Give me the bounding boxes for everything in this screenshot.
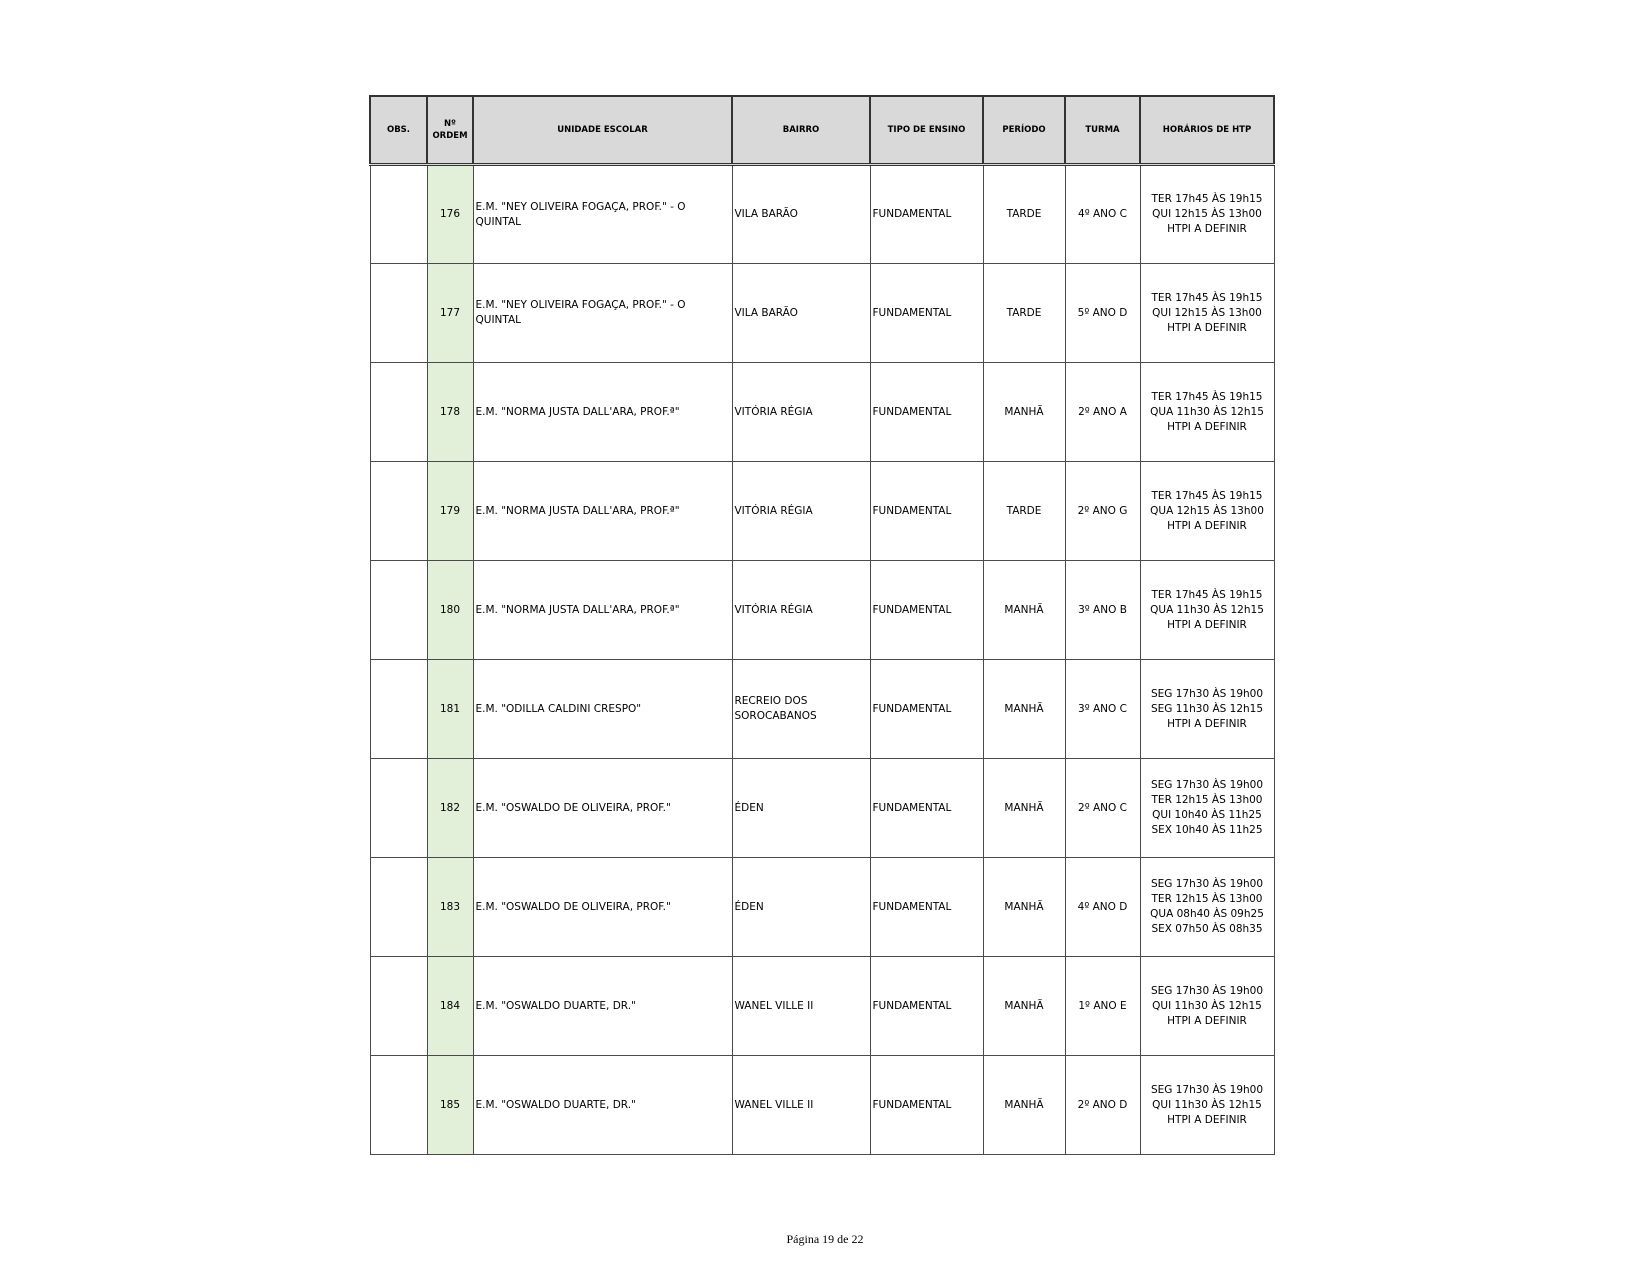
cell-bairro: VITÓRIA RÉGIA	[732, 561, 870, 660]
table-row	[370, 561, 1274, 660]
cell-tipo-de-ensino: FUNDAMENTAL	[870, 363, 983, 462]
cell-unidade-escolar: E.M. "NEY OLIVEIRA FOGAÇA, PROF." - O QUINTAL	[473, 165, 732, 264]
cell-bairro: VITÓRIA RÉGIA	[732, 363, 870, 462]
cell-ordem: 176	[427, 165, 473, 264]
cell-bairro: VILA BARÃO	[732, 165, 870, 264]
cell-tipo-de-ensino: FUNDAMENTAL	[870, 1056, 983, 1155]
header-unidade-escolar: UNIDADE ESCOLAR	[473, 96, 732, 165]
header-tipo-de-ensino: TIPO DE ENSINO	[870, 96, 983, 165]
cell-bairro: VITÓRIA RÉGIA	[732, 462, 870, 561]
page-number-footer: Página 19 de 22	[786, 1232, 864, 1246]
cell-unidade-escolar: E.M. "OSWALDO DE OLIVEIRA, PROF."	[473, 759, 732, 858]
header-turma: TURMA	[1065, 96, 1140, 165]
cell-ordem: 184	[427, 957, 473, 1056]
cell-unidade-escolar: E.M. "OSWALDO DE OLIVEIRA, PROF."	[473, 858, 732, 957]
cell-horarios-htp: TER 17h45 ÀS 19h15 QUI 12h15 ÀS 13h00 HTPI A DEFINIR	[1140, 165, 1274, 264]
cell-bairro: RECREIO DOS SOROCABANOS	[732, 660, 870, 759]
cell-ordem: 177	[427, 264, 473, 363]
table-row	[370, 957, 1274, 1056]
header-periodo: PERÍODO	[983, 96, 1065, 165]
cell-periodo: TARDE	[983, 264, 1065, 363]
cell-turma: 4º ANO C	[1065, 165, 1140, 264]
table-row	[370, 264, 1274, 363]
cell-periodo: MANHÃ	[983, 363, 1065, 462]
cell-periodo: MANHÃ	[983, 858, 1065, 957]
cell-unidade-escolar: E.M. "OSWALDO DUARTE, DR."	[473, 1056, 732, 1155]
cell-obs	[370, 165, 427, 264]
header-bairro: BAIRRO	[732, 96, 870, 165]
cell-turma: 3º ANO C	[1065, 660, 1140, 759]
cell-ordem: 179	[427, 462, 473, 561]
cell-horarios-htp: SEG 17h30 ÀS 19h00 SEG 11h30 ÀS 12h15 HTPI A DEFINIR	[1140, 660, 1274, 759]
cell-tipo-de-ensino: FUNDAMENTAL	[870, 264, 983, 363]
cell-ordem: 178	[427, 363, 473, 462]
cell-obs	[370, 660, 427, 759]
cell-periodo: MANHÃ	[983, 957, 1065, 1056]
table-row	[370, 660, 1274, 759]
header-ordem-line1: Nº	[444, 119, 456, 129]
cell-periodo: MANHÃ	[983, 759, 1065, 858]
cell-obs	[370, 957, 427, 1056]
cell-horarios-htp: SEG 17h30 ÀS 19h00 TER 12h15 ÀS 13h00 QUI 10h40 ÀS 11h25 SEX 10h40 ÀS 11h25	[1140, 759, 1274, 858]
cell-obs	[370, 264, 427, 363]
cell-unidade-escolar: E.M. "NORMA JUSTA DALL'ARA, PROF.ª"	[473, 561, 732, 660]
cell-turma: 2º ANO G	[1065, 462, 1140, 561]
cell-unidade-escolar: E.M. "NORMA JUSTA DALL'ARA, PROF.ª"	[473, 363, 732, 462]
cell-periodo: TARDE	[983, 462, 1065, 561]
cell-ordem: 183	[427, 858, 473, 957]
cell-turma: 5º ANO D	[1065, 264, 1140, 363]
cell-periodo: TARDE	[983, 165, 1065, 264]
cell-periodo: MANHÃ	[983, 1056, 1065, 1155]
htp-schedule-table	[369, 95, 1275, 1155]
header-horarios-htp: HORÁRIOS DE HTP	[1140, 96, 1274, 165]
cell-horarios-htp: SEG 17h30 ÀS 19h00 TER 12h15 ÀS 13h00 QUA 08h40 ÀS 09h25 SEX 07h50 ÀS 08h35	[1140, 858, 1274, 957]
cell-turma: 2º ANO C	[1065, 759, 1140, 858]
table-row	[370, 165, 1274, 264]
cell-obs	[370, 858, 427, 957]
header-ordem-line2: ORDEM	[432, 131, 468, 141]
cell-obs	[370, 363, 427, 462]
cell-bairro: ÉDEN	[732, 759, 870, 858]
cell-horarios-htp: TER 17h45 ÀS 19h15 QUI 12h15 ÀS 13h00 HTPI A DEFINIR	[1140, 264, 1274, 363]
cell-bairro: WANEL VILLE II	[732, 1056, 870, 1155]
cell-tipo-de-ensino: FUNDAMENTAL	[870, 858, 983, 957]
cell-turma: 1º ANO E	[1065, 957, 1140, 1056]
cell-tipo-de-ensino: FUNDAMENTAL	[870, 462, 983, 561]
table-row	[370, 1056, 1274, 1155]
cell-tipo-de-ensino: FUNDAMENTAL	[870, 957, 983, 1056]
cell-unidade-escolar: E.M. "NORMA JUSTA DALL'ARA, PROF.ª"	[473, 462, 732, 561]
table-row	[370, 858, 1274, 957]
cell-horarios-htp: SEG 17h30 ÀS 19h00 QUI 11h30 ÀS 12h15 HTPI A DEFINIR	[1140, 1056, 1274, 1155]
cell-periodo: MANHÃ	[983, 660, 1065, 759]
cell-ordem: 185	[427, 1056, 473, 1155]
cell-horarios-htp: TER 17h45 ÀS 19h15 QUA 12h15 ÀS 13h00 HTPI A DEFINIR	[1140, 462, 1274, 561]
cell-obs	[370, 561, 427, 660]
cell-bairro: WANEL VILLE II	[732, 957, 870, 1056]
cell-tipo-de-ensino: FUNDAMENTAL	[870, 759, 983, 858]
cell-unidade-escolar: E.M. "ODILLA CALDINI CRESPO"	[473, 660, 732, 759]
cell-turma: 4º ANO D	[1065, 858, 1140, 957]
cell-tipo-de-ensino: FUNDAMENTAL	[870, 660, 983, 759]
cell-obs	[370, 759, 427, 858]
cell-bairro: ÉDEN	[732, 858, 870, 957]
cell-obs	[370, 1056, 427, 1155]
cell-turma: 2º ANO D	[1065, 1056, 1140, 1155]
cell-turma: 3º ANO B	[1065, 561, 1140, 660]
cell-unidade-escolar: E.M. "OSWALDO DUARTE, DR."	[473, 957, 732, 1056]
cell-horarios-htp: TER 17h45 ÀS 19h15 QUA 11h30 ÀS 12h15 HTPI A DEFINIR	[1140, 363, 1274, 462]
header-obs: OBS.	[370, 96, 427, 165]
cell-obs	[370, 462, 427, 561]
table-row	[370, 363, 1274, 462]
cell-unidade-escolar: E.M. "NEY OLIVEIRA FOGAÇA, PROF." - O QUINTAL	[473, 264, 732, 363]
table-row	[370, 462, 1274, 561]
cell-horarios-htp: SEG 17h30 ÀS 19h00 QUI 11h30 ÀS 12h15 HTPI A DEFINIR	[1140, 957, 1274, 1056]
cell-periodo: MANHÃ	[983, 561, 1065, 660]
cell-turma: 2º ANO A	[1065, 363, 1140, 462]
cell-bairro: VILA BARÃO	[732, 264, 870, 363]
cell-tipo-de-ensino: FUNDAMENTAL	[870, 165, 983, 264]
table-header-row	[370, 96, 1274, 165]
cell-ordem: 181	[427, 660, 473, 759]
cell-ordem: 182	[427, 759, 473, 858]
cell-horarios-htp: TER 17h45 ÀS 19h15 QUA 11h30 ÀS 12h15 HTPI A DEFINIR	[1140, 561, 1274, 660]
cell-ordem: 180	[427, 561, 473, 660]
table-row	[370, 759, 1274, 858]
header-ordem	[427, 96, 473, 165]
cell-tipo-de-ensino: FUNDAMENTAL	[870, 561, 983, 660]
